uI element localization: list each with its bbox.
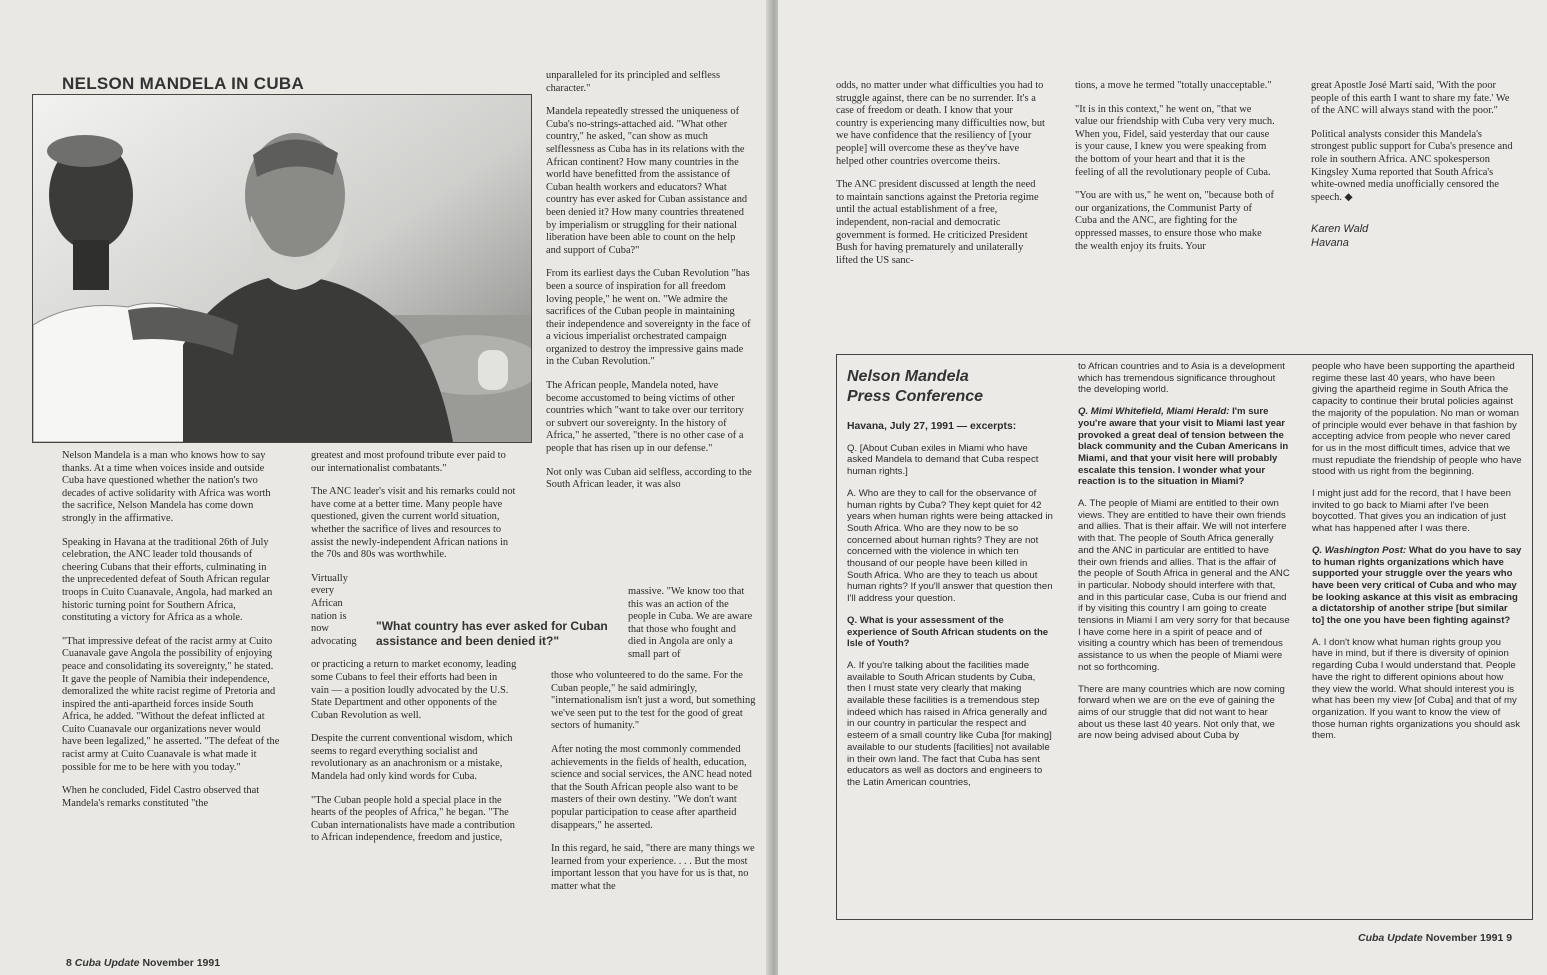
paragraph: Mandela repeatedly stressed the uniqueness of Cuba's no-strings-attached aid. "What other country," he asked, "can show as much selflessness as Cuba has in its relations with the African continent? How many countries in the world have benefitted from the assistance of Cuban health workers and educators? What country has ever asked for Cuban assistance and been denied it? How many countries threatened by imperialism or struggling for their national liberation have been able to count on the help and support of Cuba?" — [546, 106, 748, 256]
headline: NELSON MANDELA IN CUBA — [62, 74, 305, 93]
paragraph: The ANC president discussed at length the need to maintain sanctions against the Pretoria regime until the actual establishment of a free, independent, non-racial and democratic government is formed. He criticized President Bush for having prematurely and unilaterally lifted the US sanc- — [836, 179, 1039, 266]
paragraph: In this regard, he said, "there are many things we learned from your experience. . . . But the most important lesson that you have for us is that, no matter what the — [551, 843, 755, 892]
paragraph: tions, a move he termed "totally unacceptable." — [1075, 80, 1272, 91]
press-conference-title — [847, 367, 1067, 407]
paragraph: massive. "We know too that this was an action of the people in Cuba. We are aware that those who fought and died in Angola are only a small part of — [628, 586, 753, 660]
question-text: I'm sure you're aware that your visit to Miami last year provoked a great deal of tension between the black community and the Cuban Americans in Miami, and that your visit here will probably escalate this tension. I wonder what your reaction is to the situation in Miami? — [1078, 406, 1289, 488]
paragraph: great Apostle José Martí said, 'With the poor people of this earth I want to share my fate.' We of the ANC will always stand with the poor." — [1311, 80, 1510, 117]
magazine-name: Cuba Update — [1358, 932, 1423, 944]
right-column-3 — [1311, 80, 1516, 250]
presser-column-1 — [847, 421, 1055, 799]
paragraph: odds, no matter under what difficulties you had to struggle against, there can be no surrender. It's a case of freedom or death. I know that your country is experiencing many difficulties now, but we have confidence that the resiliency of [your people] will overcome these as they've have helped other countries overcome theirs. — [836, 80, 1045, 167]
presser-column-3 — [1312, 361, 1522, 752]
paragraph: unparalleled for its principled and selfless character." — [546, 70, 720, 94]
paragraph: Nelson Mandela is a man who knows how to say thanks. At a time when voices inside and outside Cuba have questioned whether the nation's two decades of active solidarity with Africa was worth the sacrifice, Nelson Mandela has come down strongly in the affirmative. — [62, 450, 271, 524]
paragraph: people who have been supporting the apartheid regime these last 40 years, who have been giving the apartheid regime in South Africa the capacity to continue their brutal policies against the majority of the population. No man or woman of principle would ever behave in that fashion by accepting advice from people who never cared for us in the most difficult times, advice that we must repudiate the friendship of people who have stood with us right from the beginning. — [1312, 361, 1522, 478]
paragraph: "That impressive defeat of the racist army at Cuito Cuanavale gave Angola the possibility of enjoying peace and consolidating its sovereignty," he stated. It gave the people of Namibia their independence, demoralized the white racist regime of Pretoria and inspired the anti-apartheid forces inside South Africa, he added. "Without the defeat inflicted at Cuito Cuanavale our organizations never would have been legalized," he asserted. "The defeat of the racist army at Cuito Cuanavale is what made it possible for me to be here with you today." — [62, 635, 280, 773]
article-photo — [32, 94, 532, 443]
paragraph: "You are with us," he went on, "because both of our organizations, the Communist Party of Cuba and the ANC, are fighting for the oppressed masses, to ensure those who make the wealth enjoy its fruits. Your — [1075, 190, 1274, 252]
paragraph: Despite the current conventional wisdom, which seems to regard everything socialist and revolutionary as an anachronism or a mistake, Mandela had only kind words for Cuba. — [311, 733, 513, 783]
page-number: 8 — [66, 957, 72, 969]
byline-name: Karen Wald — [1311, 223, 1369, 236]
left-column-2 — [311, 450, 517, 856]
paragraph: Speaking in Havana at the traditional 26th of July celebration, the ANC leader told thousands of cheering Cubans that their efforts, culminating in the unprecedented defeat of South African regular troops in Cuito Cuanavale, Angola, had marked an historic turning point for Southern Africa, constituting a victory for Africa as a whole. — [62, 536, 273, 624]
question — [1312, 545, 1522, 627]
left-column-3-lower — [551, 670, 757, 905]
paragraph: "The Cuban people hold a special place in the hearts of the peoples of Africa," he began. "The Cuban internationalists have made a contribution to African independence, freedom and justice, — [311, 794, 516, 844]
paragraph: After noting the most commonly commended achievements in the fields of health, education, science and social services, the ANC head noted that the South African people also want to be masters of their own destiny. "We don't want popular participation to cease after apartheid disappears," he asserted. — [551, 743, 752, 831]
paragraph: A. The people of Miami are entitled to their own views. They are entitled to have their own friends and allies. That is their affair. We will not interfere with that. The people of South Africa generally and the ANC in particular are entitled to have their own friends and allies. That is the affair of the people of South Africa in general and the ANC in particular. Nobody should interfere with that, and in this particular case, Cuba is our friend and if by visiting this country I am going to create tensions in Miami I am very sorry for that because I have come here in a spirit of peace and of visiting a country which has been of tremendous assistance to us when the people of Miami were not so forthcoming. — [1078, 498, 1290, 673]
press-conference-box — [836, 354, 1533, 920]
left-column-1 — [62, 450, 280, 821]
paragraph: Virtually every African nation is now advocating — [311, 572, 357, 647]
paragraph: or practicing a return to market economy, leading some Cubans to feel their efforts had been in vain — a position loudly advocated by the U.S. State Department and other opponents of the Cuban Revolution as well. — [311, 659, 517, 721]
right-page — [778, 0, 1547, 975]
questioner: Q. Mimi Whitefield, Miami Herald: — [1078, 406, 1230, 418]
paragraph: to African countries and to Asia is a development which has tremendous significance throughout the developing world. — [1078, 361, 1285, 396]
left-column-3 — [546, 70, 752, 503]
paragraph: those who volunteered to do the same. For the Cuban people," he said admiringly, "internationalism isn't just a word, but something we've seen put to the test for the good of great sectors of humanity." — [551, 670, 756, 732]
paragraph: Not only was Cuban aid selfless, according to the South African leader, it was also — [546, 466, 752, 491]
paragraph: Political analysts consider this Mandela's strongest public support for Cuba's presence and role in southern Africa. ANC spokesperson Kingsley Xuma reported that South Africa's white-owned media unofficially censored the speech. ◆ — [1311, 128, 1513, 203]
question-text: What do you have to say to human rights organizations which have supported your struggle over the years who have been very critical of Cuba and who may be looking askance at this visit as embracing a dictatorship of another stripe [but similar to] the one you have been fighting against? — [1312, 544, 1522, 627]
paragraph: A. I don't know what human rights group you have in mind, but if there is diversity of opinion regarding Cuba I would understand that. People have the right to different opinions about how they view the world. What should interest you is what has been my view [of Cuba] and that of my organization. If you want to know the view of those human rights organizations you should ask them. — [1312, 636, 1520, 742]
left-page — [0, 0, 770, 975]
paragraph: A. If you're talking about the facilities made available to South African students by Cuba, then I must state very clearly that making available these facilities is a tremendous step indeed which has raised in Africa generally and in our country in particular the respect and esteem of a small country like Cuba [for making] available to our students [facilities] not available in their own land. The fact that Cuba has sent educators as well as doctors and engineers to the Latin American countries, — [847, 659, 1052, 788]
paragraph: The ANC leader's visit and his remarks could not have come at a better time. Many people have questioned, given the current world situation, whether the sacrifice of lives and resources to assist the newly-independent African nations in the 70s and 80s was worthwhile. — [311, 486, 516, 561]
paragraph: There are many countries which are now coming forward when we are on the eve of gaining the aims of our struggle that did not want to hear about us these last 40 years. Not only that, we are now being advised about Cuba by — [1078, 683, 1285, 742]
paragraph: Q. [About Cuban exiles in Miami who have asked Mandela to demand that Cuba respect human rights.] — [847, 442, 1039, 478]
right-folio — [1358, 932, 1512, 944]
pull-quote: "What country has ever asked for Cuban assistance and been denied it?" — [376, 619, 608, 648]
question: Q. What is your assessment of the experience of South African students on the Isle of Youth? — [847, 614, 1049, 650]
title-line: Nelson Mandela — [847, 368, 969, 385]
page-number: 9 — [1506, 932, 1513, 944]
photo-illustration — [33, 95, 531, 442]
question — [1078, 406, 1290, 488]
paragraph: greatest and most profound tribute ever paid to our internationalist combatants." — [311, 450, 506, 474]
presser-column-2 — [1078, 361, 1290, 752]
right-column-1 — [836, 80, 1046, 278]
issue-date: November 1991 — [1425, 932, 1504, 944]
dateline: Havana, July 27, 1991 — excerpts: — [847, 421, 1017, 432]
left-column-3-wrap — [628, 586, 753, 673]
right-column-2 — [1075, 80, 1275, 264]
paragraph: I might just add for the record, that I have been invited to go back to Miami after I've been boycotted. That gives you an indication of just what has happened after I was there. — [1312, 488, 1511, 535]
paragraph: The African people, Mandela noted, have become accustomed to being victims of other countries which "want to take over our territory or subvert our sovereignty. In the history of Africa," he asserted, "there is no other case of a people that has risen up in our defense." — [546, 380, 744, 455]
left-folio — [66, 957, 220, 969]
paragraph: A. Who are they to call for the observance of human rights by Cuba? They kept quiet for 42 years when human rights were being attacked in South Africa. Who are they now to be so concerned about human rights? They are not concerned with the violence in which ten thousand of our people have been killed in South Africa. Who are they to teach us about human rights? If you'll answer that question then I'll address your question. — [847, 487, 1053, 605]
paragraph: When he concluded, Fidel Castro observed that Mandela's remarks constituted "the — [62, 785, 260, 809]
questioner: Q. Washington Post: — [1312, 544, 1407, 556]
title-line: Press Conference — [847, 388, 984, 405]
issue-date: November 1991 — [142, 957, 221, 969]
magazine-name: Cuba Update — [74, 957, 140, 969]
paragraph: "It is in this context," he went on, "that we value our friendship with Cuba very very much. When you, Fidel, said yesterday that our cause is your cause, I knew you were speaking from the bottom of your heart and that it is the feeling of all the revolutionary people of Cuba. — [1075, 103, 1275, 178]
paragraph: From its earliest days the Cuban Revolution "has been a source of inspiration for all freedom loving people," he went on. "We admire the sacrifices of the Cuban people in maintaining their independence and sovereignty in the face of a vicious imperialist orchestrated campaign organized to destroy the impressive gains made in the Cuban Revolution." — [546, 268, 751, 368]
byline-place: Havana — [1311, 237, 1349, 250]
